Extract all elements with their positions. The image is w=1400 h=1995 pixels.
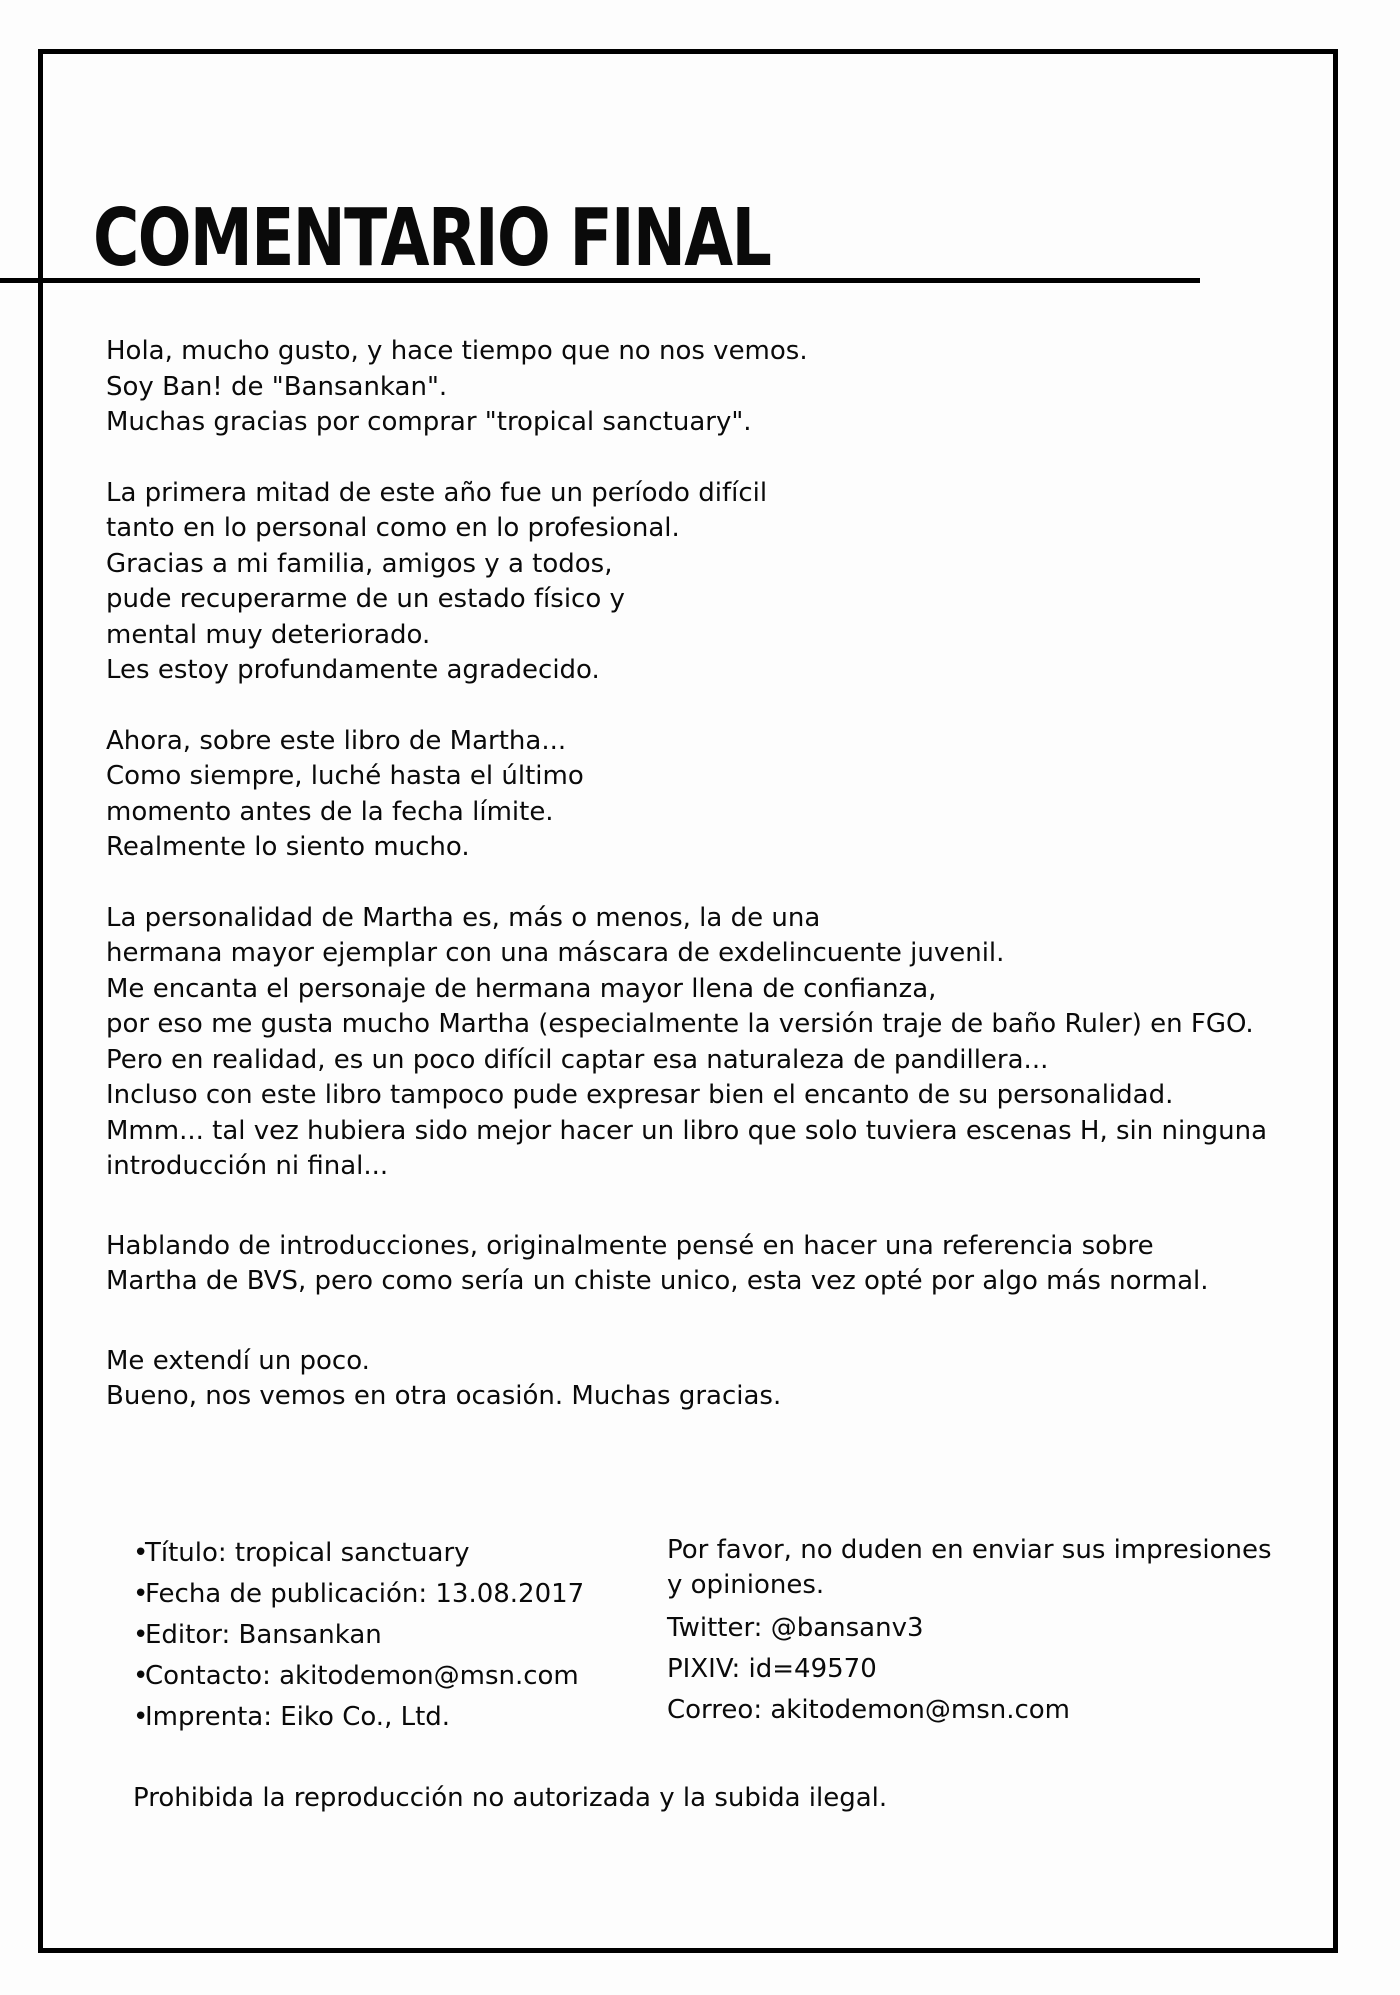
paragraph-greeting bbox=[106, 334, 1306, 441]
feedback-request bbox=[667, 1533, 1307, 1603]
text-line: pude recuperarme de un estado físico y bbox=[106, 584, 625, 614]
bullet-icon: • bbox=[133, 1538, 149, 1568]
text-line: Como siempre, luché hasta el último bbox=[106, 761, 584, 791]
colophon-text: Editor: Bansankan bbox=[145, 1620, 382, 1650]
text-line: Ahora, sobre este libro de Martha... bbox=[106, 725, 567, 756]
paragraph-intro bbox=[106, 1229, 1306, 1300]
text-line: Hola, mucho gusto, y hace tiempo que no nos vemos. bbox=[106, 336, 808, 366]
colophon-text: Fecha de publicación: 13.08.2017 bbox=[145, 1579, 585, 1609]
paragraph-book bbox=[106, 724, 1306, 866]
afterword-body bbox=[106, 334, 1306, 1450]
text-line: Bueno, nos vemos en otra ocasión. Muchas gracias. bbox=[106, 1381, 782, 1411]
text-line: Muchas gracias por comprar "tropical sanctuary". bbox=[106, 407, 752, 437]
text-line: Soy Ban! de "Bansankan". bbox=[106, 371, 448, 402]
text-line: introducción ni final... bbox=[106, 1151, 389, 1181]
text-line: Realmente lo siento mucho. bbox=[106, 832, 470, 862]
text-line: y opiniones. bbox=[667, 1570, 825, 1600]
colophon-item-date bbox=[133, 1574, 584, 1615]
bullet-icon: • bbox=[133, 1702, 149, 1732]
bullet-icon: • bbox=[133, 1661, 149, 1691]
colophon-text: Imprenta: Eiko Co., Ltd. bbox=[145, 1702, 451, 1732]
bullet-icon: • bbox=[133, 1620, 149, 1650]
text-line: momento antes de la fecha límite. bbox=[106, 796, 554, 827]
colophon-item-contact bbox=[133, 1656, 584, 1697]
text-line: Me encanta el personaje de hermana mayor llena de confianza, bbox=[106, 973, 937, 1004]
copyright-notice: Prohibida la reproducción no autorizada y la subida ilegal. bbox=[133, 1783, 888, 1813]
text-line: Incluso con este libro tampoco pude expresar bien el encanto de su personalidad. bbox=[106, 1080, 1174, 1110]
bullet-icon: • bbox=[133, 1579, 149, 1609]
feedback-block bbox=[667, 1533, 1307, 1731]
text-line: hermana mayor ejemplar con una máscara de exdelincuente juvenil. bbox=[106, 938, 1005, 968]
text-line: Martha de BVS, pero como sería un chiste unico, esta vez opté por algo más normal. bbox=[106, 1266, 1209, 1296]
colophon-list bbox=[133, 1533, 584, 1738]
paragraph-character bbox=[106, 901, 1306, 1185]
colophon-item-editor bbox=[133, 1615, 584, 1656]
colophon-item-printer bbox=[133, 1697, 584, 1738]
text-line: Hablando de introducciones, originalmente pensé en hacer una referencia sobre bbox=[106, 1230, 1154, 1261]
colophon-item-title bbox=[133, 1533, 584, 1574]
paragraph-thanks bbox=[106, 476, 1306, 689]
text-line: La personalidad de Martha es, más o menos, la de una bbox=[106, 902, 821, 933]
colophon-text: Título: tropical sanctuary bbox=[145, 1538, 470, 1568]
text-line: Pero en realidad, es un poco difícil captar esa naturaleza de pandillera... bbox=[106, 1044, 1049, 1075]
text-line: Gracias a mi familia, amigos y a todos, bbox=[106, 548, 613, 579]
paragraph-closing bbox=[106, 1344, 1306, 1415]
text-line: Me extendí un poco. bbox=[106, 1345, 370, 1376]
text-line: mental muy deteriorado. bbox=[106, 619, 431, 650]
twitter-handle: Twitter: @bansanv3 bbox=[667, 1613, 924, 1643]
text-line: tanto en lo personal como en lo profesional. bbox=[106, 513, 680, 543]
text-line: Mmm... tal vez hubiera sido mejor hacer un libro que solo tuviera escenas H, sin ninguna bbox=[106, 1115, 1268, 1146]
text-line: Les estoy profundamente agradecido. bbox=[106, 655, 600, 685]
text-line: La primera mitad de este año fue un período difícil bbox=[106, 477, 768, 508]
colophon-text: Contacto: akitodemon@msn.com bbox=[145, 1661, 579, 1691]
email-address: Correo: akitodemon@msn.com bbox=[667, 1695, 1071, 1725]
text-line: Por favor, no duden en enviar sus impresiones bbox=[667, 1535, 1272, 1565]
text-line: por eso me gusta mucho Martha (especialmente la versión traje de baño Ruler) en FGO. bbox=[106, 1009, 1254, 1039]
page-title: COMENTARIO FINAL bbox=[93, 192, 771, 284]
pixiv-id: PIXIV: id=49570 bbox=[667, 1654, 877, 1684]
